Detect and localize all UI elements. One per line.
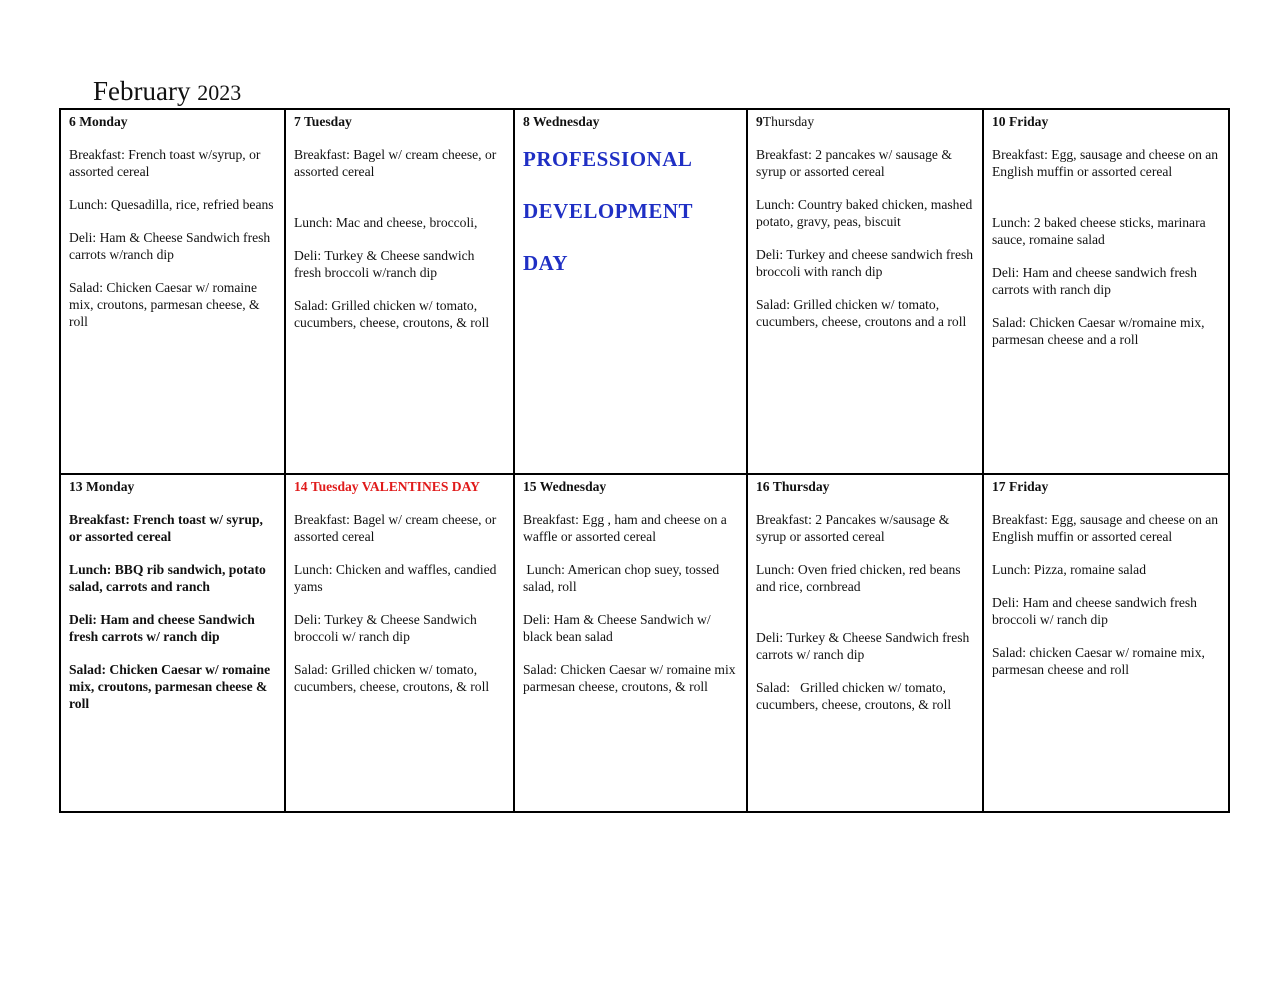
breakfast-item: Breakfast: Bagel w/ cream cheese, or assorted cereal xyxy=(294,512,497,544)
day-cell-fri xyxy=(983,474,1229,812)
day-heading xyxy=(756,113,974,130)
day-heading: 6 Monday xyxy=(69,114,128,129)
salad-item: Salad: Grilled chicken w/ tomato, cucumbers, cheese, croutons, & roll xyxy=(294,662,490,694)
day-cell-thu xyxy=(747,109,983,474)
breakfast-item: Breakfast: Bagel w/ cream cheese, or assorted cereal xyxy=(294,147,497,179)
breakfast-item: Breakfast: 2 Pancakes w/sausage & syrup or assorted cereal xyxy=(756,512,950,544)
breakfast-item: Breakfast: 2 pancakes w/ sausage & syrup or assorted cereal xyxy=(756,147,952,179)
title-month: February xyxy=(93,76,191,106)
lunch-item: Lunch: Mac and cheese, broccoli, xyxy=(294,215,478,230)
deli-item: Deli: Ham and cheese sandwich fresh carrots with ranch dip xyxy=(992,265,1197,297)
day-heading: 10 Friday xyxy=(992,114,1049,129)
professional-development-line3: DAY xyxy=(523,251,569,275)
deli-item: Deli: Turkey & Cheese Sandwich broccoli w/ ranch dip xyxy=(294,612,477,644)
day-heading: 7 Tuesday xyxy=(294,114,352,129)
page-title xyxy=(93,74,241,110)
deli-item: Deli: Ham & Cheese Sandwich w/ black bean salad xyxy=(523,612,711,644)
week-row xyxy=(60,109,1229,474)
professional-development-line1: PROFESSIONAL xyxy=(523,147,693,171)
salad-item: Salad: chicken Caesar w/ romaine mix, parmesan cheese and roll xyxy=(992,645,1205,677)
lunch-item: Lunch: BBQ rib sandwich, potato salad, carrots and ranch xyxy=(69,562,266,594)
lunch-item: Lunch: Country baked chicken, mashed potato, gravy, peas, biscuit xyxy=(756,197,973,229)
deli-item: Deli: Ham and cheese sandwich fresh broccoli w/ ranch dip xyxy=(992,595,1197,627)
day-cell-fri xyxy=(983,109,1229,474)
deli-item: Deli: Turkey & Cheese Sandwich fresh carrots w/ ranch dip xyxy=(756,630,970,662)
day-heading: 15 Wednesday xyxy=(523,479,607,494)
deli-item: Deli: Turkey and cheese sandwich fresh broccoli with ranch dip xyxy=(756,247,974,279)
deli-item: Deli: Ham & Cheese Sandwich fresh carrots w/ranch dip xyxy=(69,230,271,262)
lunch-item: Lunch: Pizza, romaine salad xyxy=(992,562,1147,577)
professional-development-line2: DEVELOPMENT xyxy=(523,199,694,223)
deli-item: Deli: Ham and cheese Sandwich fresh carrots w/ ranch dip xyxy=(69,612,255,644)
salad-item: Salad: Grilled chicken w/ tomato, cucumbers, cheese, croutons, & roll xyxy=(756,680,952,712)
breakfast-item: Breakfast: French toast w/syrup, or assorted cereal xyxy=(69,147,261,179)
week-row xyxy=(60,474,1229,812)
lunch-item: Lunch: Oven fried chicken, red beans and rice, cornbread xyxy=(756,562,961,594)
day-heading: 17 Friday xyxy=(992,479,1049,494)
day-heading: 8 Wednesday xyxy=(523,114,600,129)
lunch-item: Lunch: Chicken and waffles, candied yams xyxy=(294,562,497,594)
salad-item: Salad: Chicken Caesar w/ romaine mix, croutons, parmesan cheese, & roll xyxy=(69,280,260,329)
day-number: 9 xyxy=(756,114,763,129)
salad-item: Salad: Grilled chicken w/ tomato, cucumbers, cheese, croutons, & roll xyxy=(294,298,490,330)
day-cell-thu xyxy=(747,474,983,812)
day-heading: 13 Monday xyxy=(69,479,135,494)
breakfast-item: Breakfast: Egg, sausage and cheese on an English muffin or assorted cereal xyxy=(992,147,1219,179)
day-cell-mon xyxy=(60,109,285,474)
day-heading: 16 Thursday xyxy=(756,479,830,494)
title-year: 2023 xyxy=(197,80,242,105)
lunch-item: Lunch: 2 baked cheese sticks, marinara sauce, romaine salad xyxy=(992,215,1206,247)
day-heading-valentines: 14 Tuesday VALENTINES DAY xyxy=(294,479,480,494)
day-cell-tue xyxy=(285,109,514,474)
lunch-item: Lunch: American chop suey, tossed salad, roll xyxy=(523,562,723,594)
deli-item: Deli: Turkey & Cheese sandwich fresh broccoli w/ranch dip xyxy=(294,248,475,280)
breakfast-item: Breakfast: Egg, sausage and cheese on an English muffin or assorted cereal xyxy=(992,512,1219,544)
day-name: Thursday xyxy=(762,114,815,129)
menu-calendar xyxy=(59,108,1230,813)
breakfast-item: Breakfast: French toast w/ syrup, or assorted cereal xyxy=(69,512,263,544)
day-cell-wed xyxy=(514,109,747,474)
salad-item: Salad: Chicken Caesar w/ romaine mix parmesan cheese, croutons, & roll xyxy=(523,662,736,694)
breakfast-item: Breakfast: Egg , ham and cheese on a waffle or assorted cereal xyxy=(523,512,727,544)
day-cell-tue xyxy=(285,474,514,812)
salad-item: Salad: Chicken Caesar w/ romaine mix, croutons, parmesan cheese & roll xyxy=(69,662,271,711)
salad-item: Salad: Chicken Caesar w/romaine mix, parmesan cheese and a roll xyxy=(992,315,1205,347)
day-cell-wed xyxy=(514,474,747,812)
lunch-item: Lunch: Quesadilla, rice, refried beans xyxy=(69,197,274,212)
salad-item: Salad: Grilled chicken w/ tomato, cucumbers, cheese, croutons and a roll xyxy=(756,297,967,329)
day-cell-mon xyxy=(60,474,285,812)
